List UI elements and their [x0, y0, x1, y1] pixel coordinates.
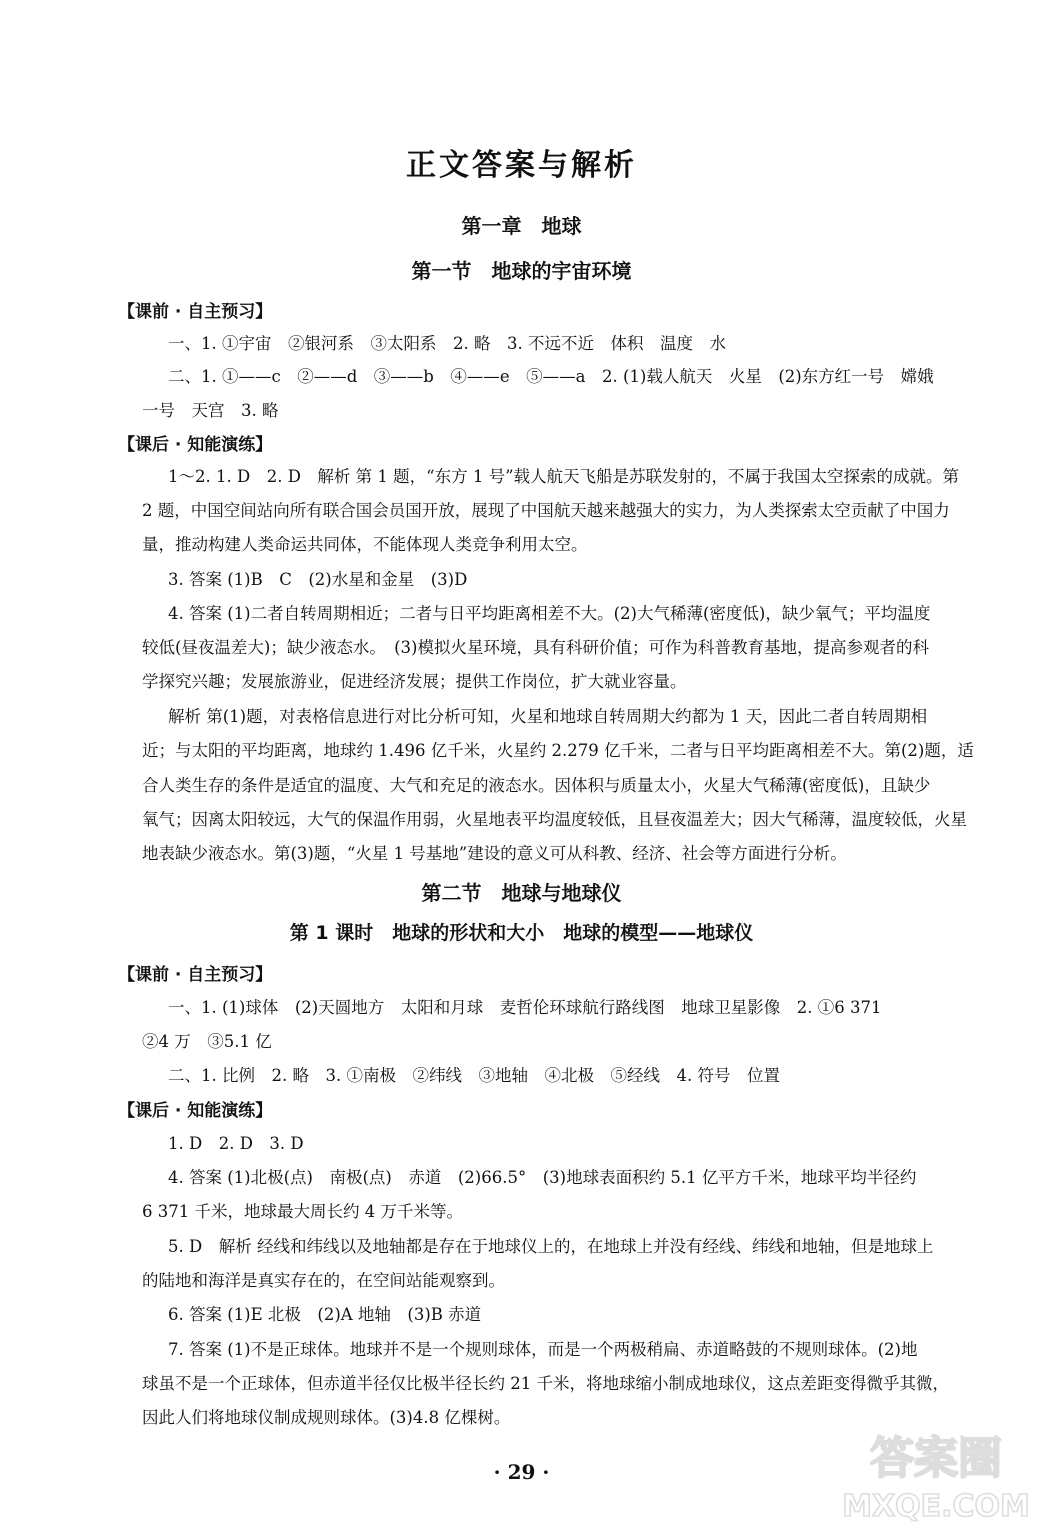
analysis-line: 氧气；因离太阳较远，大气的保温作用弱，火星地表平均温度较低，且昼夜温差大；因大气稀薄，温度较低，火星: [142, 810, 967, 829]
answer-line: 5. D 解析 经线和纬线以及地轴都是存在于地球仪上的，在地球上并没有经线、纬线和地轴，但是地球上: [168, 1237, 934, 1256]
analysis-line: 解析 第(1)题，对表格信息进行对比分析可知，火星和地球自转周期大约都为 1 天，因此二者自转周期相: [168, 707, 928, 726]
answer-line: 1～2. 1. D 2. D 解析 第 1 题，“东方 1 号”载人航天飞船是苏联发射的，不属于我国太空探索的成就。第: [168, 467, 960, 486]
watermark-url: MXQE.COM: [842, 1489, 1030, 1524]
pre-study-line: 一号 天宫 3. 略: [142, 401, 279, 420]
answer-line: 2 题，中国空间站向所有联合国会员国开放，展现了中国航天越来越强大的实力，为人类探索太空贡献了中国力: [142, 501, 950, 520]
pre-study-tag-1: 【课前 · 自主预习】: [118, 302, 273, 322]
answer-line: 6 371 千米，地球最大周长约 4 万千米等。: [142, 1202, 463, 1221]
answer-line: 量，推动构建人类命运共同体，不能体现人类竞争利用太空。: [142, 535, 588, 554]
section-heading-1: 第一节 地球的宇宙环境: [411, 259, 632, 283]
answer-line: 因此人们将地球仪制成规则球体。(3)4.8 亿棵树。: [142, 1408, 511, 1427]
pre-study-line: 二、1. ①——c ②——d ③——b ④——e ⑤——a 2. (1)载人航天 火星 (2)东方红一号 嫦娥: [168, 367, 934, 386]
post-practice-tag-2: 【课后 · 知能演练】: [118, 1101, 273, 1121]
answer-line: 4. 答案 (1)北极(点) 南极(点) 赤道 (2)66.5° (3)地球表面积约 5.1 亿平方千米，地球平均半径约: [168, 1168, 917, 1187]
pre-study-line: 一、1. ①宇宙 ②银河系 ③太阳系 2. 略 3. 不远不近 体积 温度 水: [168, 334, 726, 353]
answer-line: 4. 答案 (1)二者自转周期相近；二者与日平均距离相差不大。(2)大气稀薄(密度低)，缺少氧气；平均温度: [168, 604, 931, 623]
answer-line: 较低(昼夜温差大)；缺少液态水。 (3)模拟火星环境，具有科研价值；可作为科普教育基地，提高参观者的科: [142, 638, 929, 657]
chapter-heading: 第一章 地球: [461, 214, 582, 238]
watermark-text: 答案圈: [870, 1433, 1002, 1484]
analysis-line: 合人类生存的条件是适宜的温度、大气和充足的液态水。因体积与质量太小，火星大气稀薄(密度低)，且缺少: [142, 776, 931, 795]
pre-study-line: ②4 万 ③5.1 亿: [142, 1032, 272, 1051]
pre-study-line: 一、1. (1)球体 (2)天圆地方 太阳和月球 麦哲伦环球航行路线图 地球卫星影像 2. ①6 371: [168, 998, 882, 1017]
pre-study-line: 二、1. 比例 2. 略 3. ①南极 ②纬线 ③地轴 ④北极 ⑤经线 4. 符号 位置: [168, 1066, 780, 1085]
answer-line: 6. 答案 (1)E 北极 (2)A 地轴 (3)B 赤道: [168, 1305, 482, 1324]
answer-line: 7. 答案 (1)不是正球体。地球并不是一个规则球体，而是一个两极稍扁、赤道略鼓的不规则球体。(2)地: [168, 1340, 918, 1359]
answer-line: 的陆地和海洋是真实存在的，在空间站能观察到。: [142, 1271, 505, 1290]
section-heading-2: 第二节 地球与地球仪: [421, 881, 622, 905]
analysis-line: 地表缺少液态水。第(3)题，“火星 1 号基地”建设的意义可从科教、经济、社会等方面进行分析。: [142, 844, 847, 863]
answer-line: 学探究兴趣；发展旅游业，促进经济发展；提供工作岗位，扩大就业容量。: [142, 672, 687, 691]
page-title: 正文答案与解析: [406, 148, 637, 183]
answer-line: 球虽不是一个正球体，但赤道半径仅比极半径长约 21 千米，将地球缩小制成地球仪，这点差距变得微乎其微，: [142, 1374, 949, 1393]
analysis-line: 近；与太阳的平均距离，地球约 1.496 亿千米，火星约 2.279 亿千米，二者与日平均距离相差不大。第(2)题，适: [142, 741, 974, 760]
watermark-logo: [841, 1418, 1031, 1528]
answer-line: 3. 答案 (1)B C (2)水星和金星 (3)D: [168, 570, 468, 589]
page-number: · 29 ·: [493, 1460, 550, 1484]
pre-study-tag-2: 【课前 · 自主预习】: [118, 965, 273, 985]
post-practice-tag-1: 【课后 · 知能演练】: [118, 435, 273, 455]
lesson-heading: 第 1 课时 地球的形状和大小 地球的模型——地球仪: [289, 922, 754, 944]
answer-line: 1. D 2. D 3. D: [168, 1134, 304, 1153]
